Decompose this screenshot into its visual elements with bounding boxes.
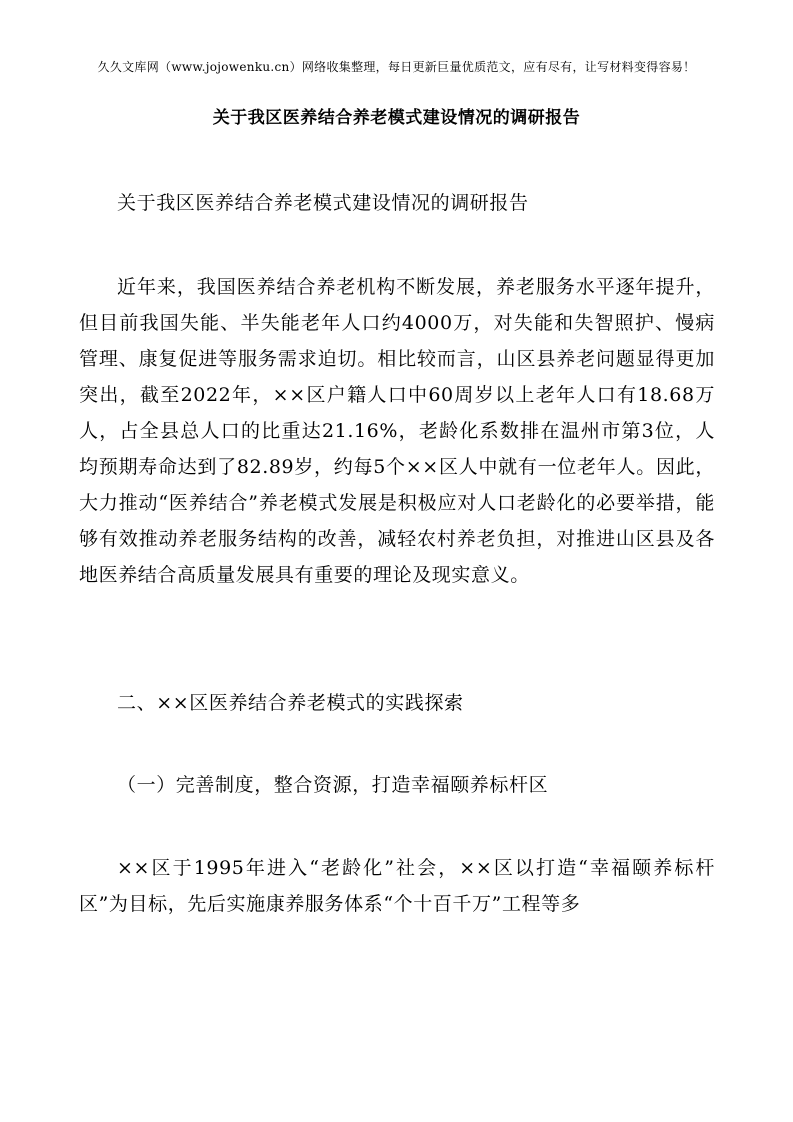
paragraph-intro: 近年来，我国医养结合养老机构不断发展，养老服务水平逐年提升，但目前我国失能、半失能老年人口约4000万，对失能和失智照护、慢病管理、康复促进等服务需求迫切。相比较而言，山区县养老问题显得更加突出，截至2022年，××区户籍人口中60周岁以上老年人口有18.68万人，占全县总人口的比重达21.16%，老龄化系数排在温州市第3位，人均预期寿命达到了82.89岁，约每5个××区人中就有一位老年人。因此，大力推动“医养结合”养老模式发展是积极应对人口老龄化的必要举措，能够有效推动养老服务结构的改善，减轻农村养老负担，对推进山区县及各地医养结合高质量发展具有重要的理论及现实意义。 [79,276,715,586]
subtitle-line: 关于我区医养结合养老模式建设情况的调研报告 [117,192,529,214]
document-title: 关于我区医养结合养老模式建设情况的调研报告 [212,108,581,128]
paragraph-practice: ××区于1995年进入“老龄化”社会，××区以打造“幸福颐养标杆区”为目标，先后实施康养服务体系“个十百千万”工程等多 [79,857,715,915]
source-header: 久久文库网（www.jojowenku.cn）网络收集整理，每日更新巨量优质范文，应有尽有，让写材料变得容易！ [97,60,696,74]
subsection-heading: （一）完善制度，整合资源，打造幸福颐养标杆区 [117,774,549,796]
section-heading: 二、××区医养结合养老模式的实践探索 [117,692,464,714]
